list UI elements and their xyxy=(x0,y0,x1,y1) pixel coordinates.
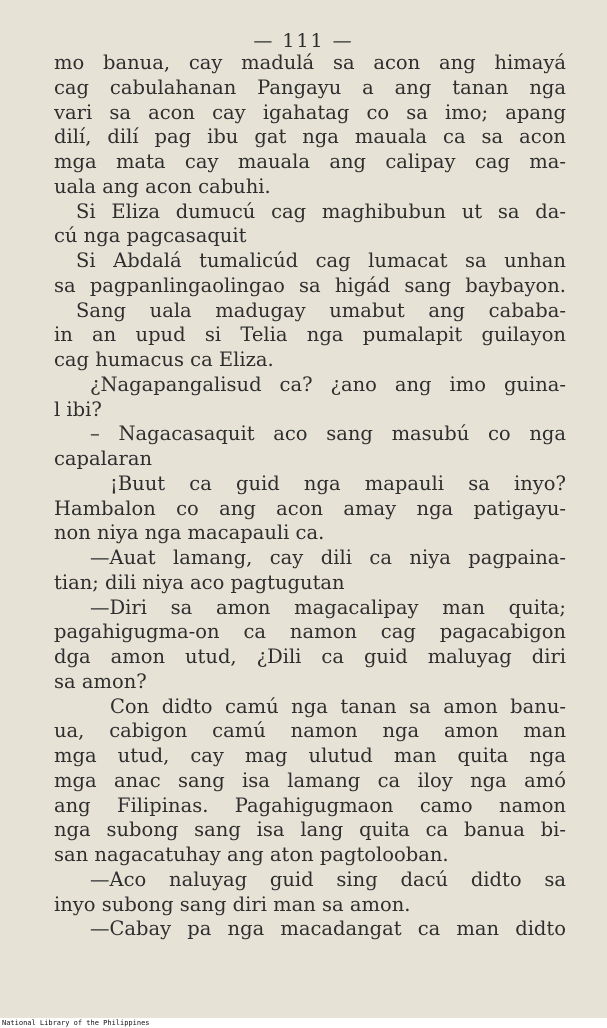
text-line: Hambalon co ang acon amay nga patigayu- xyxy=(54,496,566,520)
text-line: cú nga pagcasaquit xyxy=(54,224,247,248)
text-line: —Auat lamang, cay dili ca niya pagpaina- xyxy=(90,546,566,569)
text-line: l ibi? xyxy=(54,397,102,421)
text-line: mga utud, cay mag ulutud man quita nga xyxy=(54,744,566,767)
text-line: in an upud si Telia nga pumalapit guilayon xyxy=(54,323,566,347)
text-line: nga subong sang isa lang quita ca banua bi- xyxy=(54,818,566,842)
text-line: Con didto camú nga tanan sa amon banu- xyxy=(110,694,566,718)
text-line: sa amon? xyxy=(54,669,147,693)
text-line: – Nagacasaquit aco sang masubú co nga xyxy=(90,422,566,446)
text-line: Sang uala madugay umabut ang cababa- xyxy=(76,298,566,322)
text-line: san nagacatuhay ang aton pagtolooban. xyxy=(54,843,449,866)
text-line: uala ang acon cabuhi. xyxy=(54,174,271,198)
text-line: cag humacus ca Eliza. xyxy=(54,348,274,371)
text-line: —Aco naluyag guid sing dacú didto sa xyxy=(90,867,566,891)
text-line: mo banua, cay madulá sa acon ang himayá xyxy=(54,51,566,74)
text-line: ¡Buut ca guid nga mapauli sa inyo? xyxy=(110,471,566,495)
text-line: Si Eliza dumucú cag maghibubun ut sa da- xyxy=(76,199,566,223)
text-line: Si Abdalá tumalicúd cag lumacat sa unhan xyxy=(76,249,566,272)
text-line: —Diri sa amon magacalipay man quita; xyxy=(90,595,566,619)
text-line: inyo subong sang diri man sa amon. xyxy=(54,892,411,916)
text-line: sa pagpanlingaolingao sa higád sang baybayon. xyxy=(54,273,566,297)
text-line: capalaran xyxy=(54,447,153,470)
text-line: tian; dili niya aco pagtugutan xyxy=(54,570,345,594)
text-line: vari sa acon cay igahatag co sa imo; apang xyxy=(54,100,566,124)
text-line: ua, cabigon camú namon nga amon man xyxy=(54,719,566,743)
text-line: mga mata cay mauala ang calipay cag ma- xyxy=(54,150,566,173)
text-line: pagahigugma-on ca namon cag pagacabigon xyxy=(54,620,566,644)
body-text xyxy=(54,51,566,942)
library-credit: National Library of the Philippines xyxy=(2,1019,150,1027)
text-line: ¿Nagapangalisud ca? ¿ano ang imo guina- xyxy=(90,372,566,396)
text-line: dga amon utud, ¿Dili ca guid maluyag diri xyxy=(54,645,566,668)
text-line: —Cabay pa nga macadangat ca man didto xyxy=(90,917,566,941)
text-line: ang Filipinas. Pagahigugmaon camo namon xyxy=(54,793,566,817)
text-line: cag cabulahanan Pangayu a ang tanan nga xyxy=(54,75,566,99)
text-line: non niya nga macapauli ca. xyxy=(54,521,325,545)
text-line: mga anac sang isa lamang ca iloy nga amó xyxy=(54,768,566,792)
text-line: dilí, dilí pag ibu gat nga mauala ca sa acon xyxy=(54,125,566,149)
page-number: — 111 — xyxy=(253,30,354,52)
